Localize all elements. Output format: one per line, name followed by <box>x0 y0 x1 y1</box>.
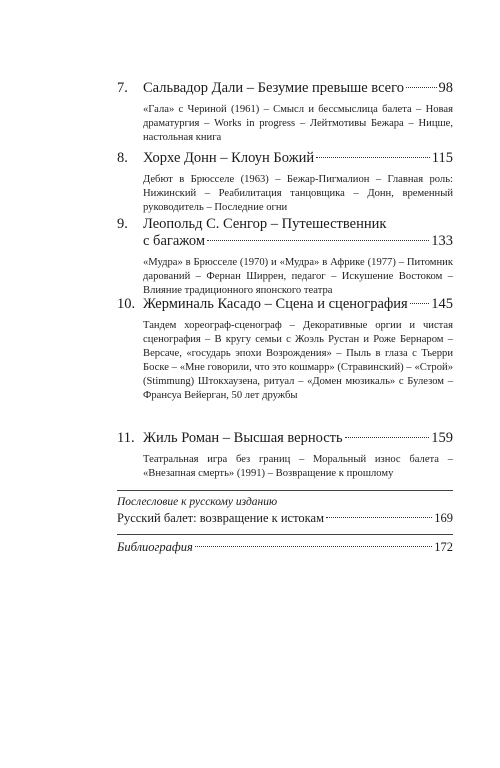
toc-entry-11[interactable] <box>117 430 453 481</box>
entry-title-line-1: Леопольд С. Сенгор – Путешественник <box>143 216 387 232</box>
entry-description: Театральная игра без границ – Моральный износ балета – «Внезапная смерть» (1991) – Возвращение к прошлому <box>143 454 453 479</box>
entry-title-line-2: с багажом <box>143 233 206 249</box>
toc-entry-afterword[interactable] <box>117 511 453 526</box>
toc-entry-8[interactable] <box>117 150 453 215</box>
entry-title: Русский балет: возвращение к истокам <box>117 511 324 525</box>
toc-entry-10[interactable] <box>117 296 453 403</box>
entry-title: Жерминаль Касадо – Сцена и сценография <box>143 296 408 312</box>
entry-page-number: 98 <box>438 80 453 96</box>
entry-page-number: 133 <box>431 233 453 249</box>
entry-number: 7. <box>117 80 128 96</box>
section-divider <box>117 534 453 535</box>
entry-description: Тандем хореограф-сценограф – Декоративные оргии и чистая сценография – В кругу семьи с Жоэль Рустан и Роже Бернаром – Версаче, «государь эпохи Возрождения» – Пыль в глаза с Тьерри Боске – «Мне говорили, что это кошмарр» (Стравинский) – «Строй» (Stimmung) Штокхаузена, ритуал – «Домен мюзикаль» с Булезом – Франсуа Вейерган, 50 лет дружбы <box>143 320 453 401</box>
entry-title: Хорхе Донн – Клоун Божий <box>143 150 315 166</box>
dot-leader <box>410 303 430 304</box>
entry-page-number: 115 <box>431 150 453 166</box>
toc-entry-9[interactable] <box>117 216 453 298</box>
entry-number: 8. <box>117 150 128 166</box>
entry-page-number: 159 <box>431 430 453 446</box>
section-divider <box>117 490 453 491</box>
dot-leader <box>326 517 432 518</box>
entry-number: 10. <box>117 296 136 312</box>
entry-description: Дебют в Брюсселе (1963) – Бежар-Пигмалион – Главная роль: Нижинский – Реабилитация танцовщика – Донн, временный руководитель – Последние огни <box>143 174 453 213</box>
entry-title: Сальвадор Дали – Безумие превыше всего <box>143 80 404 96</box>
entry-page-number: 169 <box>434 511 453 525</box>
entry-number: 9. <box>117 216 128 232</box>
entry-heading <box>117 430 453 447</box>
entry-title: Жиль Роман – Высшая верность <box>143 430 343 446</box>
entry-heading-continued <box>117 233 453 250</box>
toc-entry-bibliography[interactable] <box>117 540 453 555</box>
dot-leader <box>207 240 429 241</box>
entry-number: 11. <box>117 430 135 446</box>
dot-leader <box>406 87 437 88</box>
entry-heading <box>117 296 453 313</box>
entry-heading <box>117 216 453 233</box>
entry-description: «Мудра» в Брюсселе (1970) и «Мудра» в Африке (1977) – Питомник дарований – Фернан Ширрен, педагог – Искушение Востоком – Влияние традиционного японского театра <box>143 257 453 296</box>
dot-leader <box>195 546 432 547</box>
dot-leader <box>316 157 430 158</box>
entry-page-number: 172 <box>434 540 453 554</box>
entry-heading <box>117 150 453 167</box>
entry-description: «Гала» с Чериной (1961) – Смысл и бессмыслица балета – Новая драматургия – Works in progress – Лейтмотивы Бежара – Ницше, настольная книга <box>143 104 453 143</box>
dot-leader <box>345 437 430 438</box>
entry-title: Библиография <box>117 540 193 554</box>
entry-heading <box>117 80 453 97</box>
afterword-label: Послесловие к русскому изданию <box>117 496 278 508</box>
entry-page-number: 145 <box>431 296 453 312</box>
toc-entry-7[interactable] <box>117 80 453 145</box>
